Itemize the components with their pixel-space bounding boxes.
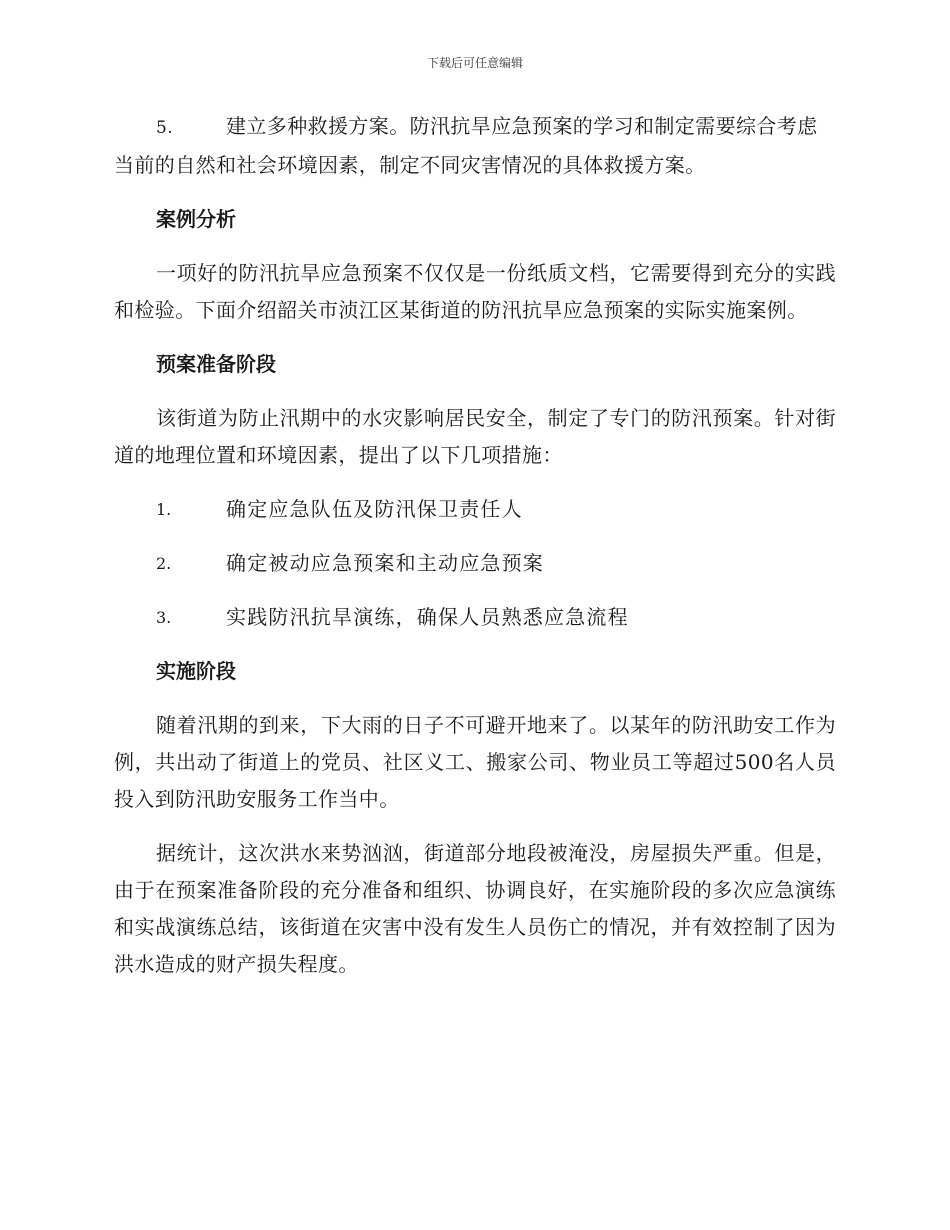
paragraph-prep-intro: 该街道为防止汛期中的水灾影响居民安全，制定了专门的防汛预案。针对街道的地理位置和环境因素，提出了以下几项措施：: [114, 406, 836, 467]
list-number: 5.: [156, 118, 174, 138]
list-text: 实践防汛抗旱演练，确保人员熟悉应急流程: [226, 605, 629, 629]
paragraph-impl-2: 据统计，这次洪水来势汹汹，街道部分地段被淹没，房屋损失严重。但是，由于在预案准备阶段的充分准备和组织、协调良好，在实施阶段的多次应急演练和实战演练总结，该街道在灾害中没有发生人员伤亡的情况，并有效控制了因为洪水造成的财产损失程度。: [114, 841, 836, 976]
section-heading-impl: 实施阶段: [156, 659, 236, 683]
paragraph-case-intro: 一项好的防汛抗旱应急预案不仅仅是一份纸质文档，它需要得到充分的实践和检验。下面介绍韶关市浈江区某街道的防汛抗旱应急预案的实际实施案例。: [114, 261, 836, 322]
list-item: [114, 599, 836, 636]
list-number: 2.: [156, 554, 172, 573]
list-number: 3.: [156, 608, 172, 627]
section-heading-case: 案例分析: [156, 207, 236, 231]
list-number: 1.: [156, 500, 172, 519]
list-item: [114, 491, 836, 528]
section-heading-prep: 预案准备阶段: [156, 352, 276, 376]
document-body: [114, 108, 836, 1000]
list-text: 建立多种救援方案。防汛抗旱应急预案的学习和制定需要综合考虑当前的自然和社会环境因素，制定不同灾害情况的具体救援方案。: [114, 114, 818, 177]
page-header: 下载后可任意编辑: [426, 56, 523, 70]
paragraph-impl-1: 随着汛期的到来，下大雨的日子不可避开地来了。以某年的防汛助安工作为例，共出动了街道上的党员、社区义工、搬家公司、物业员工等超过500名人员投入到防汛助安服务工作当中。: [114, 713, 836, 811]
list-text: 确定被动应急预案和主动应急预案: [226, 551, 544, 575]
list-text: 确定应急队伍及防汛保卫责任人: [226, 497, 523, 521]
list-item: [114, 545, 836, 582]
list-item-5: [114, 108, 836, 184]
